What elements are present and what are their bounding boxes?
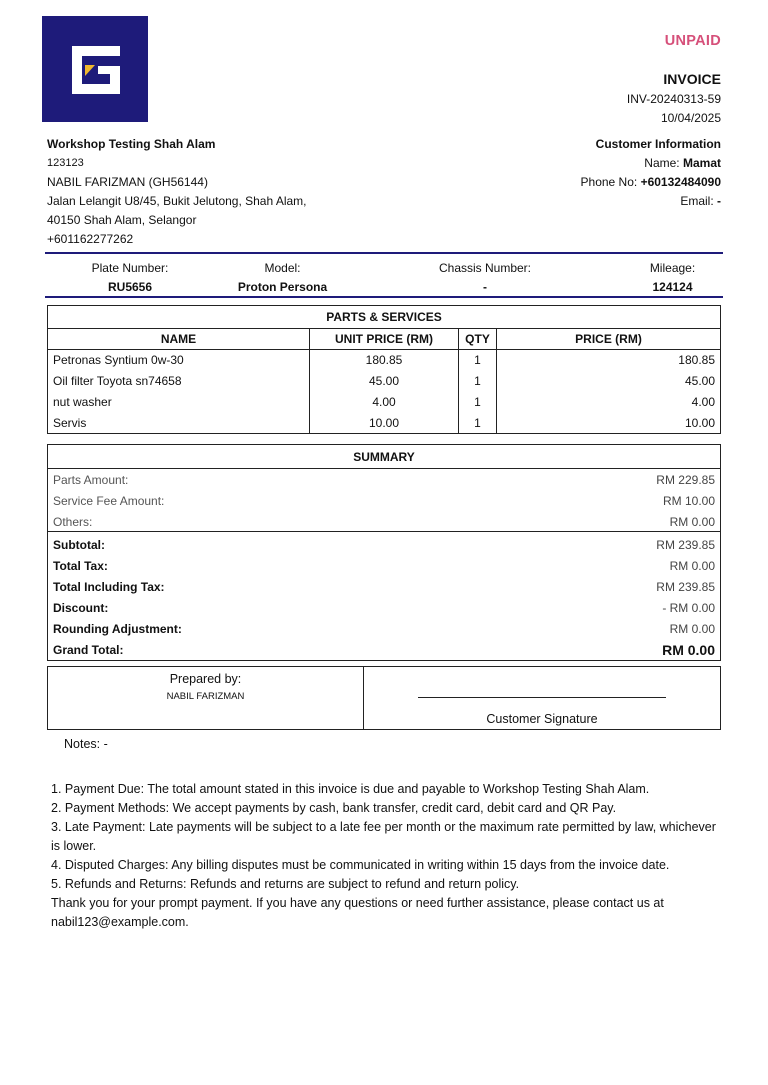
model-value: Proton Persona xyxy=(237,280,328,294)
customer-name: Mamat xyxy=(682,156,721,170)
table-row xyxy=(48,392,721,413)
grand-total-value: RM 0.00 xyxy=(662,641,715,658)
shop-owner: NABIL FARIZMAN (GH56144) xyxy=(47,175,208,189)
col-name-header: NAME xyxy=(48,329,310,350)
signature-line xyxy=(418,697,666,698)
total-tax-label: Total Tax: xyxy=(53,558,108,573)
chassis-label: Chassis Number: xyxy=(438,261,532,275)
rounding-value: RM 0.00 xyxy=(669,621,715,636)
table-row xyxy=(48,413,721,434)
row-unit-price: 4.00 xyxy=(310,392,459,413)
discount-value: - RM 0.00 xyxy=(662,600,715,615)
prepared-by-label: Prepared by: xyxy=(169,672,242,686)
term-item: 2. Payment Methods: We accept payments by cash, bank transfer, credit card, debit card and QR Pay. xyxy=(51,801,617,815)
term-item: Thank you for your prompt payment. If you have any questions or need further assistance, please contact us at nabil123@example.com. xyxy=(51,896,664,929)
total-tax-value: RM 0.00 xyxy=(669,558,715,573)
model-label: Model: xyxy=(264,261,301,275)
summary-subtotal-row xyxy=(53,534,715,555)
parts-caption: PARTS & SERVICES xyxy=(48,306,721,329)
customer-name-label: Name: xyxy=(644,156,680,170)
row-price: 4.00 xyxy=(497,392,721,413)
service-fee-label: Service Fee Amount: xyxy=(53,493,165,508)
row-unit-price: 180.85 xyxy=(310,350,459,371)
prepared-by-cell xyxy=(48,667,364,729)
invoice-date: 10/04/2025 xyxy=(660,111,721,125)
shop-address-line1: Jalan Lelangit U8/45, Bukit Jelutong, Shah Alam, xyxy=(47,194,307,208)
invoice-title: INVOICE xyxy=(663,71,721,87)
summary-box xyxy=(47,444,721,661)
summary-discount-row xyxy=(53,597,715,618)
customer-email-label: Email: xyxy=(680,194,714,208)
table-row xyxy=(48,371,721,392)
term-item: 5. Refunds and Returns: Refunds and returns are subject to refund and return policy. xyxy=(51,877,520,891)
parts-amount-label: Parts Amount: xyxy=(53,472,129,487)
summary-incl-tax-row xyxy=(53,576,715,597)
row-qty: 1 xyxy=(459,371,497,392)
subtotal-label: Subtotal: xyxy=(53,537,105,552)
row-name: Servis xyxy=(48,413,310,434)
total-incl-tax-value: RM 239.85 xyxy=(656,579,715,594)
plate-value: RU5656 xyxy=(107,280,153,294)
prepared-by-name: NABIL FARIZMAN xyxy=(166,691,245,702)
plate-label: Plate Number: xyxy=(91,261,169,275)
summary-divider xyxy=(48,531,720,532)
mileage-value: 124124 xyxy=(652,280,693,294)
subtotal-value: RM 239.85 xyxy=(656,537,715,552)
summary-caption: SUMMARY xyxy=(48,445,720,469)
terms-list xyxy=(51,780,721,932)
col-qty-header: QTY xyxy=(459,329,497,350)
table-row xyxy=(48,350,721,371)
summary-parts-row xyxy=(53,469,715,490)
row-price: 180.85 xyxy=(497,350,721,371)
service-fee-value: RM 10.00 xyxy=(662,493,715,508)
vehicle-info xyxy=(45,252,723,298)
customer-signature-label: Customer Signature xyxy=(486,712,598,726)
row-name: Petronas Syntium 0w-30 xyxy=(48,350,310,371)
plate-column xyxy=(85,259,175,297)
row-price: 10.00 xyxy=(497,413,721,434)
grand-total-label: Grand Total: xyxy=(53,642,124,657)
summary-tax-row xyxy=(53,555,715,576)
company-logo xyxy=(42,16,148,122)
others-label: Others: xyxy=(53,514,93,529)
row-unit-price: 45.00 xyxy=(310,371,459,392)
invoice-number: INV-20240313-59 xyxy=(626,92,721,106)
summary-service-row xyxy=(53,490,715,511)
term-item: 1. Payment Due: The total amount stated in this invoice is due and payable to Workshop Testing Shah Alam. xyxy=(51,782,650,796)
shop-info xyxy=(47,135,307,249)
shop-name: Workshop Testing Shah Alam xyxy=(47,137,216,151)
customer-phone: +60132484090 xyxy=(640,175,721,189)
others-value: RM 0.00 xyxy=(669,514,715,529)
signature-box xyxy=(47,666,721,730)
customer-heading: Customer Information xyxy=(595,137,721,151)
shop-phone: +601162277262 xyxy=(47,232,134,246)
chassis-column xyxy=(430,259,540,297)
col-unit-price-header: UNIT PRICE (RM) xyxy=(310,329,459,350)
payment-status-badge: UNPAID xyxy=(664,33,721,49)
parts-amount-value: RM 229.85 xyxy=(656,472,715,487)
col-price-header: PRICE (RM) xyxy=(497,329,721,350)
logo-g-icon xyxy=(42,16,148,122)
shop-reg-no: 123123 xyxy=(47,157,84,169)
parts-table xyxy=(47,305,721,434)
notes: Notes: - xyxy=(64,737,108,751)
row-qty: 1 xyxy=(459,413,497,434)
model-column xyxy=(225,259,340,297)
row-qty: 1 xyxy=(459,392,497,413)
shop-address-line2: 40150 Shah Alam, Selangor xyxy=(47,213,197,227)
row-name: Oil filter Toyota sn74658 xyxy=(48,371,310,392)
customer-email: - xyxy=(717,194,721,208)
mileage-label: Mileage: xyxy=(649,261,696,275)
mileage-column xyxy=(635,259,710,297)
row-unit-price: 10.00 xyxy=(310,413,459,434)
row-qty: 1 xyxy=(459,350,497,371)
summary-rounding-row xyxy=(53,618,715,639)
chassis-value: - xyxy=(483,280,487,294)
total-incl-tax-label: Total Including Tax: xyxy=(53,579,165,594)
row-price: 45.00 xyxy=(497,371,721,392)
term-item: 4. Disputed Charges: Any billing disputes must be communicated in writing within 15 days from the invoice date. xyxy=(51,858,670,872)
term-item: 3. Late Payment: Late payments will be subject to a late fee per month or the maximum rate permitted by law, whichever is lower. xyxy=(51,820,716,853)
summary-others-row xyxy=(53,511,715,532)
customer-info xyxy=(581,135,721,211)
discount-label: Discount: xyxy=(53,600,109,615)
rounding-label: Rounding Adjustment: xyxy=(53,621,182,636)
row-name: nut washer xyxy=(48,392,310,413)
customer-phone-label: Phone No: xyxy=(580,175,638,189)
summary-grand-total-row xyxy=(53,639,715,660)
